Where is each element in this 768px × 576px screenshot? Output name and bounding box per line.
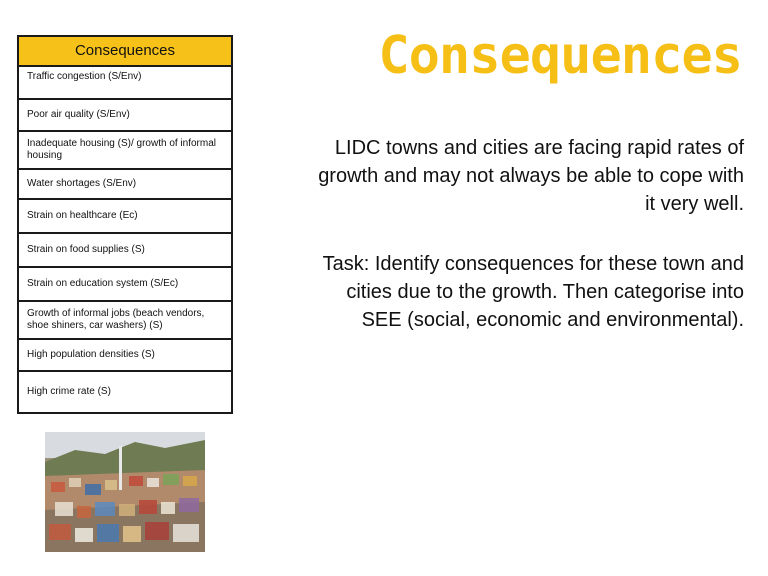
table-row: Growth of informal jobs (beach vendors, shoe shiners, car washers) (S) [18,301,232,339]
page-title: Consequences [378,26,742,86]
task-text: Task: Identify consequences for these town and cities due to the growth. Then categorise into SEE (social, economic and environmental). [322,253,744,331]
table-row: Poor air quality (S/Env) [18,99,232,131]
table-row: High crime rate (S) [18,371,232,413]
intro-text: LIDC towns and cities are facing rapid rates of growth and may not always be able to cope with it very well. [318,137,744,215]
table-row: Traffic congestion (S/Env) [18,66,232,99]
table-row: Strain on food supplies (S) [18,233,232,267]
table-row: High population densities (S) [18,339,232,371]
table-row: Strain on healthcare (Ec) [18,199,232,233]
table-row: Strain on education system (S/Ec) [18,267,232,301]
table-row: Inadequate housing (S)/ growth of informal housing [18,131,232,169]
city-photo-image [45,432,205,552]
table-header: Consequences [18,36,232,66]
table-row: Water shortages (S/Env) [18,169,232,199]
consequences-table [17,35,233,414]
city-slum-photo [45,432,205,552]
